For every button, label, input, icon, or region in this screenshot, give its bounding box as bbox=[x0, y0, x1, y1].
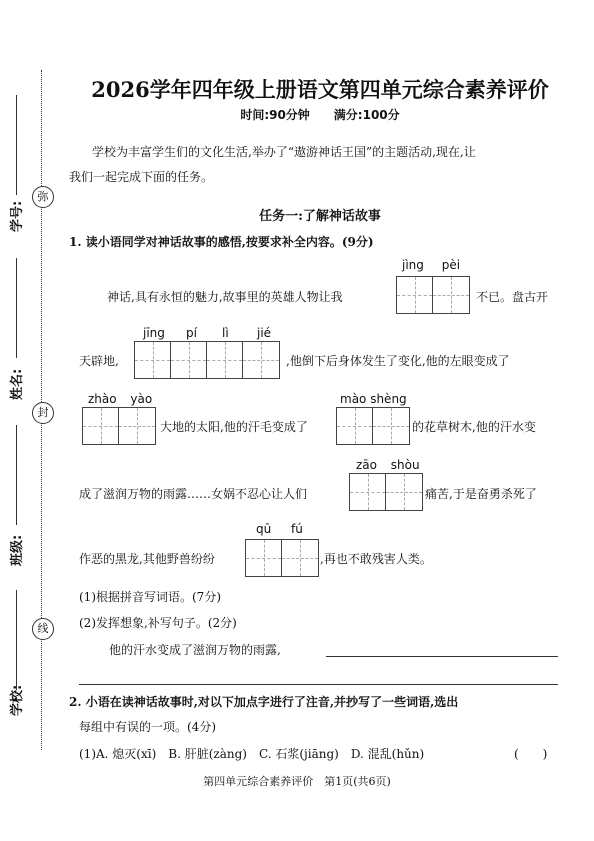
subquestion: (1)根据拼音写词语。(7分) bbox=[79, 590, 221, 604]
passage-text: 天辟地, bbox=[79, 354, 119, 368]
answer-boxes[interactable] bbox=[349, 473, 423, 511]
answer-boxes[interactable] bbox=[245, 539, 319, 577]
school-label: 学校: bbox=[10, 684, 25, 716]
student-id-label: 学号: bbox=[10, 200, 25, 232]
answer-line[interactable] bbox=[326, 656, 558, 657]
passage-text: 大地的太阳,他的汗毛变成了 bbox=[160, 420, 308, 434]
answer-boxes[interactable] bbox=[134, 341, 280, 379]
passage-text: 成了滋润万物的雨露……女娲不忍心让人们 bbox=[79, 487, 308, 501]
question-2-prompt: 每组中有误的一项。(4分) bbox=[79, 720, 216, 734]
exam-info: 时间:90分钟 满分:100分 bbox=[240, 108, 400, 122]
class-label: 班级: bbox=[10, 534, 25, 566]
pinyin: qū fú bbox=[256, 522, 303, 536]
answer-boxes[interactable] bbox=[82, 407, 156, 445]
answer-bracket[interactable]: ( ) bbox=[514, 747, 548, 761]
intro-text: 学校为丰富学生们的文化生活,举办了“遨游神话王国”的主题活动,现在,让 bbox=[92, 145, 476, 159]
name-label: 姓名: bbox=[10, 368, 25, 400]
answer-boxes[interactable] bbox=[336, 407, 410, 445]
intro-text: 我们一起完成下面的任务。 bbox=[69, 170, 214, 184]
pinyin: zāo shòu bbox=[356, 458, 420, 472]
passage-text: ,他倒下后身体发生了变化,他的左眼变成了 bbox=[286, 354, 510, 368]
seal-mark: 线 bbox=[32, 618, 54, 640]
passage-text: 的花草树木,他的汗水变 bbox=[412, 420, 536, 434]
answer-boxes[interactable] bbox=[396, 276, 470, 314]
page-title: 2026学年四年级上册语文第四单元综合素养评价 bbox=[91, 77, 549, 102]
subquestion: (2)发挥想象,补写句子。(2分) bbox=[79, 616, 237, 630]
name-line[interactable] bbox=[16, 258, 17, 358]
seal-mark: 弥 bbox=[32, 186, 54, 208]
question-1-prompt: 1. 读小语同学对神话故事的感悟,按要求补全内容。(9分) bbox=[69, 235, 374, 249]
pinyin: zhào yào bbox=[88, 392, 153, 406]
page-footer: 第四单元综合素养评价 第1页(共6页) bbox=[203, 775, 391, 788]
pinyin: lì bbox=[222, 326, 229, 340]
pinyin: jīng bbox=[143, 326, 165, 340]
question-2-prompt: 2. 小语在读神话故事时,对以下加点字进行了注音,并抄写了一些词语,选出 bbox=[69, 695, 459, 709]
sentence-prompt: 他的汗水变成了滋润万物的雨露, bbox=[109, 643, 281, 657]
pinyin: jìng pèi bbox=[402, 258, 461, 272]
task-heading: 任务一:了解神话故事 bbox=[259, 209, 381, 224]
passage-text: ,再也不敢残害人类。 bbox=[320, 552, 432, 566]
pinyin: mào shèng bbox=[340, 392, 407, 406]
answer-line[interactable] bbox=[79, 684, 558, 685]
passage-text: 作恶的黑龙,其他野兽纷纷 bbox=[79, 552, 215, 566]
school-line[interactable] bbox=[16, 590, 17, 690]
seal-mark: 封 bbox=[32, 402, 54, 424]
pinyin: pí bbox=[186, 326, 197, 340]
passage-text: 神话,具有永恒的魅力,故事里的英雄人物让我 bbox=[107, 290, 343, 304]
passage-text: 痛苦,于是奋勇杀死了 bbox=[425, 487, 537, 501]
class-line[interactable] bbox=[16, 425, 17, 525]
student-id-line[interactable] bbox=[16, 95, 17, 195]
answer-options: (1)A. 熄灭(xī) B. 肝脏(zàng) C. 石浆(jiāng) D. 混乱(hǔn) bbox=[79, 747, 425, 761]
passage-text: 不已。盘古开 bbox=[476, 290, 549, 304]
pinyin: jié bbox=[257, 326, 272, 340]
